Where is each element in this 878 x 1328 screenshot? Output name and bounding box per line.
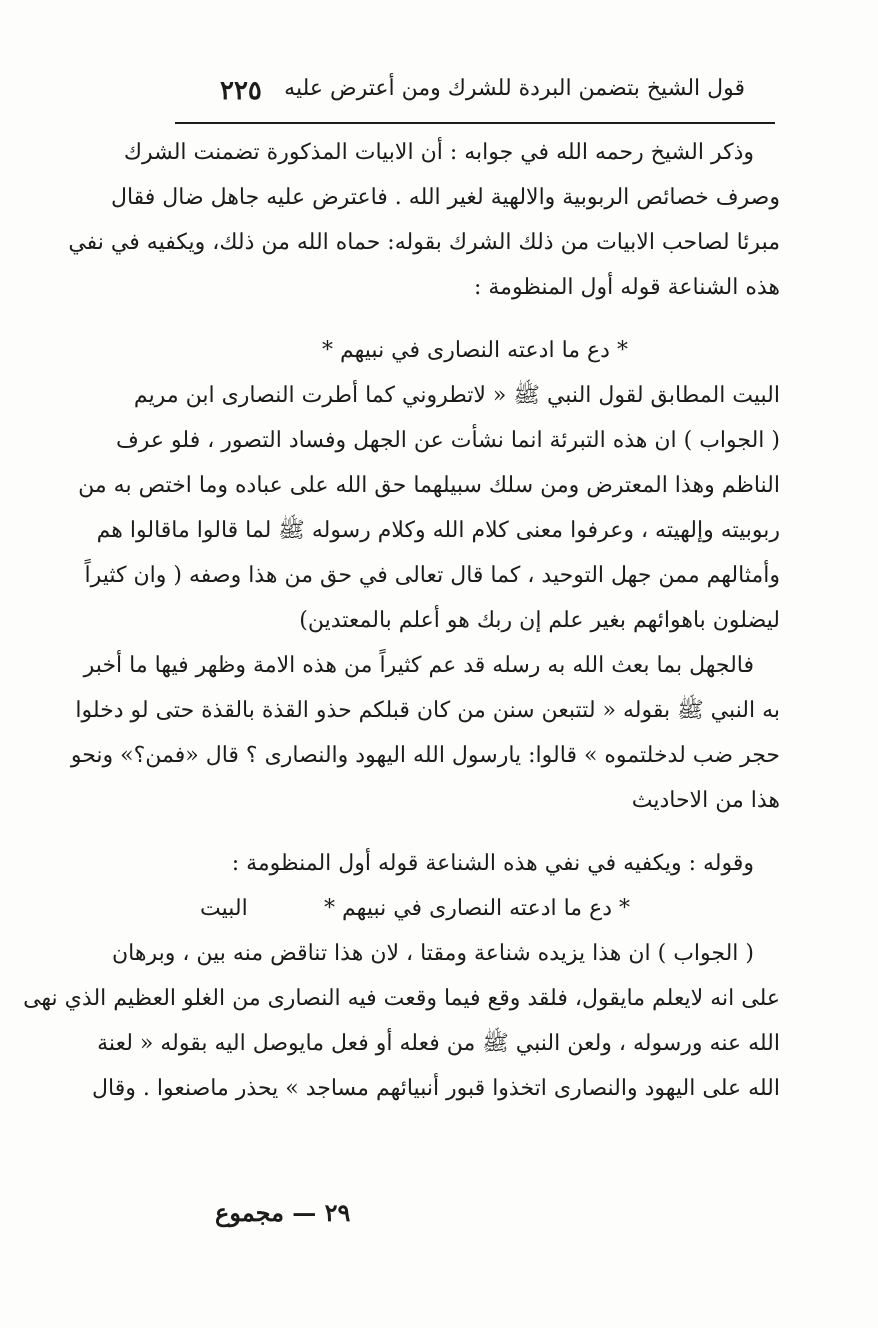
signature-mark: ٢٩ — مجموع — [215, 1198, 351, 1227]
text-line: الله على اليهود والنصارى اتخذوا قبور أنبيائهم مساجد » يحذر ماصنعوا . وقال — [92, 1076, 780, 1101]
paragraph-4 — [170, 841, 780, 886]
paragraph-3 — [70, 643, 780, 823]
text-line: به النبي ﷺ بقوله « لتتبعن سنن من كان قبلكم حذو القذة بالقذة حتى لو دخلوا — [75, 698, 780, 723]
page-number: ٢٢٥ — [220, 76, 262, 106]
header-rule — [175, 122, 775, 124]
text-line: هذه الشناعة قوله أول المنظومة : — [473, 275, 780, 300]
verse-quote-2 — [170, 886, 780, 931]
text-line: الناظم وهذا المعترض ومن سلك سبيلهما حق الله على عباده وما اختص به من — [78, 473, 780, 498]
text-line: فالجهل بما بعث الله به رسله قد عم كثيراً من هذه الامة وظهر فيها ما أخبر — [83, 653, 754, 678]
text-line: هذا من الاحاديث — [631, 788, 780, 813]
page-body — [23, 130, 780, 1111]
text-line: حجر ضب لدخلتموه » قالوا: يارسول الله اليهود والنصارى ؟ قال «فمن؟» ونحو — [70, 743, 780, 768]
text-line: مبرئا لصاحب الابيات من ذلك الشرك بقوله: حماه الله من ذلك، ويكفيه في نفي — [68, 230, 780, 255]
running-header — [175, 64, 775, 122]
text-line: ربوبيته وإلهيته ، وعرفوا معنى كلام الله وكلام رسوله ﷺ لما قالوا ماقالوا هم — [96, 518, 780, 543]
text-line: الله عنه ورسوله ، ولعن النبي ﷺ من فعله أو فعل مايوصل اليه بقوله « لعنة — [97, 1031, 780, 1056]
text-line: ليضلون باهوائهم بغير علم إن ربك هو أعلم بالمعتدين) — [299, 608, 780, 633]
verse-text: * دع ما ادعته النصارى في نبيهم * — [324, 896, 630, 921]
paragraph-1 — [68, 130, 780, 310]
text-line: ( الجواب ) ان هذه التبرئة انما نشأت عن الجهل وفساد التصور ، فلو عرف — [115, 428, 780, 453]
text-line: على انه لايعلم مايقول، فلقد وقع فيما وقعت فيه النصارى من الغلو العظيم الذي نهى — [23, 986, 780, 1011]
text-line: وذكر الشيخ رحمه الله في جوابه : أن الابيات المذكورة تضمنت الشرك — [123, 140, 754, 165]
paragraph-2 — [78, 373, 780, 643]
text-line: وأمثالهم ممن جهل التوحيد ، كما قال تعالى في حق من هذا وصفه ( وان كثيراً — [84, 563, 780, 588]
text-line: وقوله : ويكفيه في نفي هذه الشناعة قوله أول المنظومة : — [231, 851, 754, 876]
verse-trailing-word: البيت — [200, 896, 248, 921]
text-line: وصرف خصائص الربوبية والالهية لغير الله . فاعترض عليه جاهل ضال فقال — [110, 185, 780, 210]
verse-quote: * دع ما ادعته النصارى في نبيهم * — [322, 338, 628, 363]
text-line: ( الجواب ) ان هذا يزيده شناعة ومقتا ، لان هذا تناقض منه بين ، وبرهان — [111, 941, 754, 966]
text-line: البيت المطابق لقول النبي ﷺ « لاتطروني كما أطرت النصارى ابن مريم — [133, 383, 780, 408]
header-title: قول الشيخ بتضمن البردة للشرك ومن أعترض عليه — [284, 76, 745, 101]
paragraph-5 — [23, 931, 780, 1111]
